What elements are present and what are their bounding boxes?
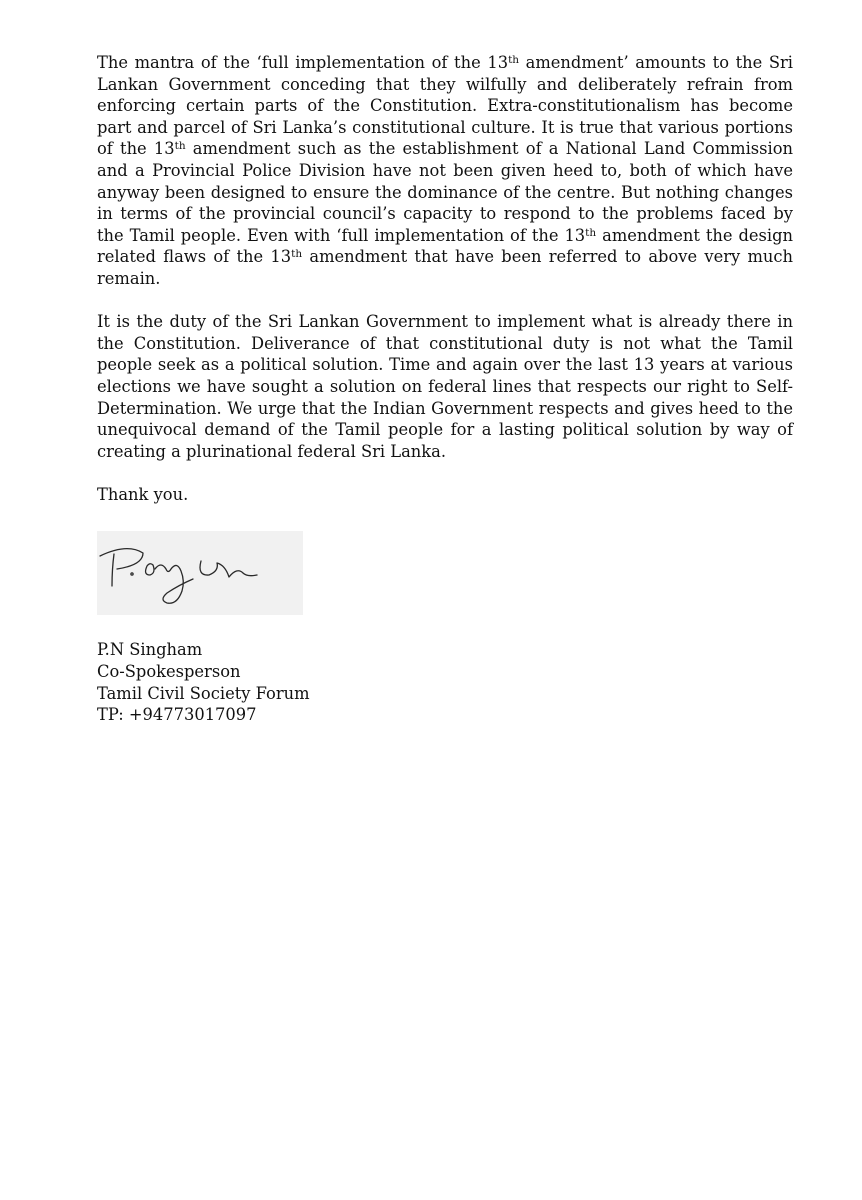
signatory-role: Co-Spokesperson [97, 661, 241, 681]
closing-line: Thank you. [97, 484, 189, 504]
signature-stroke-o [146, 564, 154, 575]
signature-stroke-stem [112, 554, 114, 586]
signature-stroke-body [155, 565, 193, 603]
signature-image [97, 531, 303, 615]
signatory-organization: Tamil Civil Society Forum [97, 683, 310, 703]
signature-dot [131, 573, 133, 575]
paragraph-government-duty: It is the duty of the Sri Lankan Government to implement what is already there in the Constitution. Deliverance of that constitutional duty is not what the Tamil people seek as a political solution. Time and again over the last 13 years at various elections we have sought a solution on federal lines that respects our right to Self-Determination. We urge that the Indian Government respects and gives heed to the unequivocal demand of the Tamil people for a lasting political solution by way of creating a plurinational federal Sri Lanka. [97, 312, 793, 461]
paragraph-thirteenth-amendment: The mantra of the ‘full implementation of the 13th amendment’ amounts to the Sri Lankan Government conceding that they wilfully and deliberately refrain from enforcing certain parts of the Constitution. Extra-constitutionalism has become part and parcel of Sri Lanka’s constitutional culture. It is true that various portions of the 13th amendment such as the establishment of a National Land Commission and a Provincial Police Division have not been given heed to, both of which have anyway been designed to ensure the dominance of the centre. But nothing changes in terms of the provincial council’s capacity to respond to the problems faced by the Tamil people. Even with ‘full implementation of the 13th amendment the design related flaws of the 13th amendment that have been referred to above very much remain. [97, 53, 794, 288]
signatory-block [97, 639, 310, 726]
signatory-phone: TP: +94773017097 [97, 705, 257, 725]
letter-body [97, 52, 793, 505]
signatory-name: P.N Singham [97, 640, 203, 659]
handwritten-signature [97, 531, 303, 615]
signature-stroke-flourish [200, 561, 257, 577]
signature-stroke-loop [100, 549, 143, 569]
